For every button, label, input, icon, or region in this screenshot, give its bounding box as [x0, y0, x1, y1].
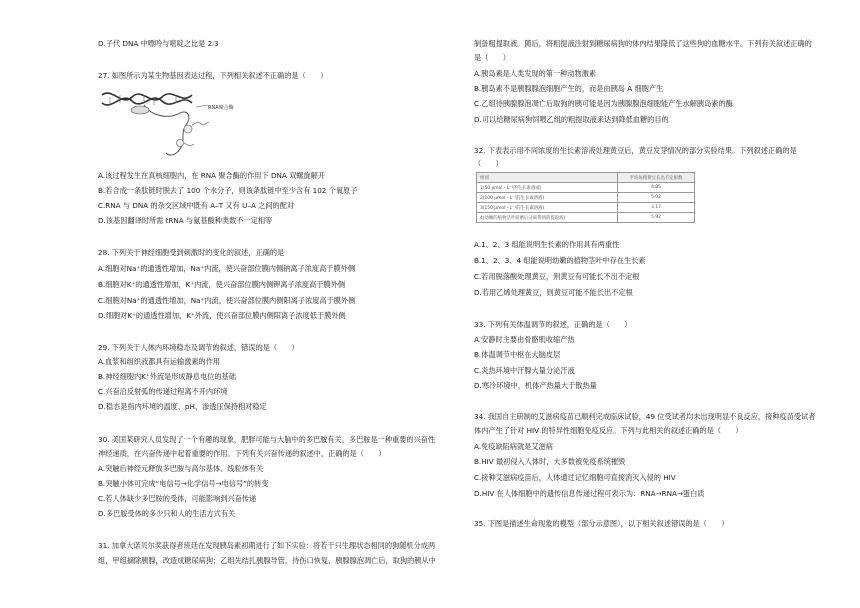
q28-option-c: C.细胞对Na⁺的通透性增加，Na⁺内流，使兴奋部位膜内侧阳离子浓度高于膜外侧 — [98, 296, 356, 305]
q34-option-d: D.HIV 在人体细胞中的遗传信息传递过程可表示为：RNA→RNA→蛋白质 — [474, 489, 705, 498]
table-cell: 1(50 μmol・L⁻¹的生长素溶液) — [477, 183, 618, 193]
q34-stem-line1: 34. 我国自主研制的艾滋病疫苗已顺利完成临床试验，49 位受试者均未出现明显不良反应，接种疫苗受试者 — [474, 412, 816, 421]
gene-expression-figure — [100, 85, 234, 160]
table-cell: 5.02 — [618, 193, 695, 203]
table-cell: 4.85 — [618, 183, 695, 193]
q28-stem: 28. 下列关于神经细胞受到刺激时的变化的叙述，正确的是 — [98, 248, 285, 257]
q32-option-b: B.1、2、3、4 组能说明幼嫩的植物茎叶中存在生长素 — [474, 256, 646, 265]
q29-option-c: C.兴奋沿反射弧的传递过程离不开内环境 — [98, 387, 228, 396]
q28-option-d: D.细胞对K⁺的通透性增加，K⁺外流，使兴奋部位膜内侧阳离子浓度低于膜外侧 — [98, 311, 346, 320]
q33-stem: 33. 下列有关体温调节的叙述，正确的是（ ） — [474, 320, 632, 329]
q27-stem: 27. 如图所示为某生物基因表达过程，下列相关叙述不正确的是（ ） — [98, 71, 328, 80]
q26-option-d: D.子代 DNA 中嘌呤与嘧啶之比是 2∶3 — [98, 39, 219, 48]
q28-option-a: A.细胞对Na⁺的通透性增加，Na⁺内流，使兴奋部位膜内侧钠离子浓度高于膜外侧 — [98, 264, 356, 273]
q34-option-a: A.免疫缺陷病就是艾滋病 — [474, 442, 553, 451]
table-row — [477, 203, 695, 213]
q29-option-b: B.神经细胞内K⁺外流是形成静息电位的基础 — [98, 372, 236, 381]
table-row — [477, 183, 695, 193]
q34-option-b: B.HIV 最初侵入人体时，大多数被免疫系统摧毁 — [474, 457, 626, 466]
q28-option-b: B.细胞对K⁺的通透性增加，K⁺内流，使兴奋部位膜内侧钾离子浓度高于膜外侧 — [98, 280, 346, 289]
q33-option-d: D.寒冷环境中，机体产热量大于散热量 — [474, 381, 597, 390]
q31-stem-cont-line1: 制备粗提取液。随后，将粗提液注射到糖尿病狗的体内结果降低了这些狗的血糖水平。下列有关叙述正确的 — [474, 39, 812, 48]
q29-option-d: D.稳态是指内环境的温度、pH、渗透压保持相对稳定 — [98, 402, 267, 411]
q29-option-a: A.血浆和组织液都具有运输激素的作用 — [98, 357, 221, 366]
q30-option-a: A.突触后神经元释放多巴胺与高尔基体、线粒体有关 — [98, 464, 264, 473]
q35-stem: 35. 下图是描述生命现象的模型（部分示意图），以下相关叙述错误的是（ ） — [474, 519, 729, 528]
table-row — [477, 193, 695, 203]
table-cell: 3(150 μmol・L⁻¹的生长素溶液) — [477, 203, 618, 213]
q34-stem-line2: 体内产生了针对 HIV 的特异性细胞免疫反应。下列与此相关的叙述正确的是（ ） — [474, 426, 743, 435]
table-cell: 3.17 — [618, 203, 695, 213]
q31-stem-line1: 31. 加拿大诺贝尔奖获得者班廷在发现胰岛素初期进行了如下实验：将若干只生理状态相同的狗随机分成两 — [98, 541, 436, 550]
q31-option-b: B.胰岛素不是胰腺腺泡细胞产生的，而是由胰岛 A 细胞产生 — [474, 84, 664, 93]
q31-stem-line2: 组，甲组摘除胰腺，改造成糖尿病狗；乙组先结扎胰腺导管，待伤口恢复、胰腺腺泡凋亡后，取狗的胰从中 — [98, 556, 436, 565]
q31-option-c: C.乙组待胰腺腺泡凋亡后取狗的胰可能是因为胰腺腺泡细胞能产生水解胰岛素的酶 — [474, 99, 733, 108]
q33-option-a: A.安静时主要由骨骼肌收缩产热 — [474, 335, 575, 344]
table-header-cell: 组别 — [477, 173, 618, 183]
q30-stem-line1: 30. 美国某研究人员发现了一个有趣的现象，肥胖可能与大脑中的多巴胺有关。多巴胺是一种重要的兴奋性 — [98, 435, 436, 444]
q29-stem: 29. 下列关于人体内环境稳态及调节的叙述，错误的是（ ） — [98, 343, 299, 352]
table-header-row — [477, 173, 695, 183]
q33-option-c: C.炎热环境中汗腺大量分泌汗液 — [474, 366, 575, 375]
table-cell: 2(100 μmol・L⁻¹的生长素溶液) — [477, 193, 618, 203]
table-row — [477, 213, 695, 223]
q27-option-b: B.若合成一条肽链时脱去了 100 个水分子，则该条肽链中至少含有 102 个氧原子 — [98, 186, 358, 195]
q30-option-d: D.多巴胺受体的多少只和人的生活方式有关 — [98, 509, 236, 518]
table-header-cell: 平均每根黄豆长出不定根数 — [618, 173, 695, 183]
q32-data-table — [476, 172, 695, 223]
q31-option-a: A.胰岛素是人类发现的第一种动物激素 — [474, 69, 597, 78]
q30-stem-line2: 神经递质，在兴奋传递中起着重要的作用。下列有关兴奋传递的叙述中，正确的是（ ） — [98, 449, 386, 458]
q27-option-d: D.该基因翻译时所需 tRNA 与氨基酸种类数不一定相等 — [98, 216, 273, 225]
q27-option-a: A.该过程发生在真核细胞内，在 RNA 聚合酶的作用下 DNA 双螺旋解开 — [98, 171, 326, 180]
q30-option-c: C.若人体缺少多巴胺的受体，可能影响到兴奋传递 — [98, 494, 257, 503]
q31-stem-cont-line2: 是（ ） — [474, 53, 510, 62]
table-cell: 5.92 — [618, 213, 695, 223]
q32-option-a: A.1、2、3 组能说明生长素的作用具有两重性 — [474, 240, 620, 249]
q33-option-b: B.体温调节中枢在大脑皮层 — [474, 350, 561, 359]
q30-option-b: B.突触小体可完成“电信号→化学信号→电信号”的转变 — [98, 479, 269, 488]
q31-option-d: D.可以给糖尿病狗饲喂乙组的粗提取液来达到降低血糖的目的 — [474, 115, 669, 124]
table-cell: 4(幼嫩的植物茎叶研磨后分离得到的提取液) — [477, 213, 618, 223]
q32-stem-line1: 32. 下表表示用不同浓度的生长素溶液处理黄豆后，黄豆发芽情况的部分实验结果。下列叙述正确的是 — [474, 146, 797, 155]
q32-stem-line2: （ ） — [474, 159, 503, 168]
q32-option-d: D.若用乙烯处理黄豆，则黄豆可能不能长出不定根 — [474, 288, 633, 297]
q27-option-c: C.RNA 与 DNA 的杂交区域中既有 A–T 又有 U–A 之间的配对 — [98, 201, 295, 210]
figure-label-rna-polymerase: RNA聚合酶 — [208, 105, 234, 111]
q34-option-c: C.接种艾滋病疫苗后，人体通过记忆细胞可直接消灭入侵的 HIV — [474, 473, 676, 482]
q32-option-c: C.若用脱落酸处理黄豆，则黄豆有可能长不出不定根 — [474, 272, 640, 281]
